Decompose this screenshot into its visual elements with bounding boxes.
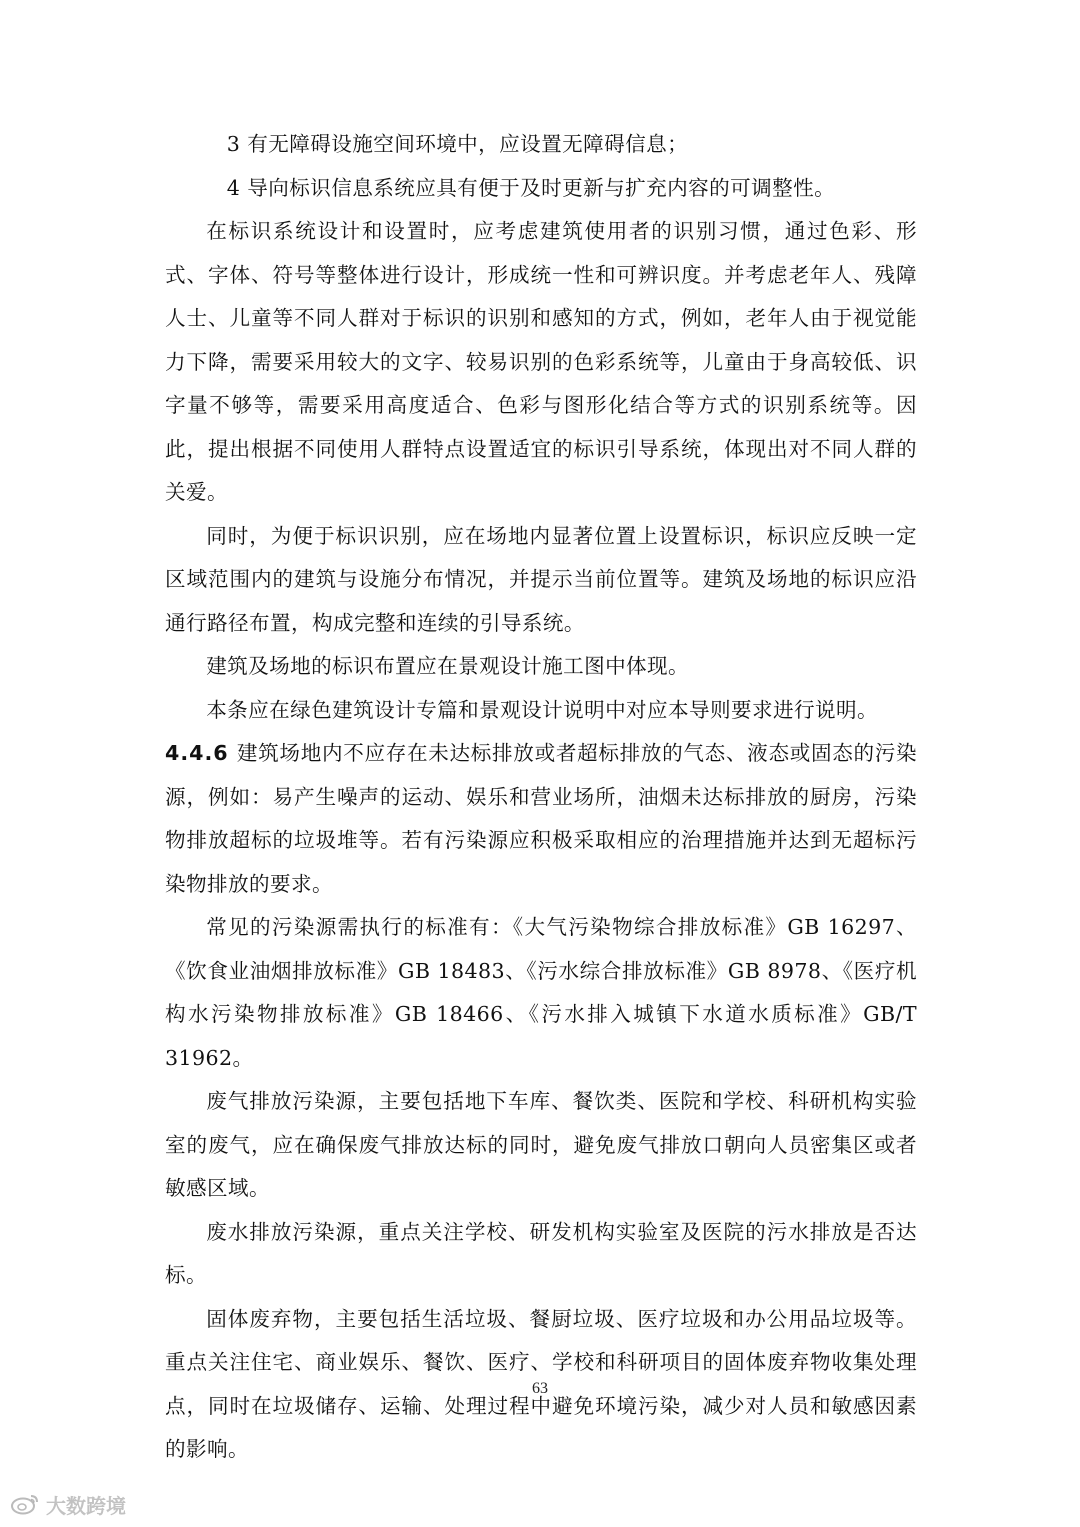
paragraph-signage-design: 在标识系统设计和设置时，应考虑建筑使用者的识别习惯，通过色彩、形式、字体、符号等整体进行设计，形成统一性和可辨识度。并考虑老年人、残障人士、儿童等不同人群对于标识的识别和感知的方式，例如，老年人由于视觉能力下降，需要采用较大的文字、较易识别的色彩系统等，儿童由于身高较低、识字量不够等，需要采用高度适合、色彩与图形化结合等方式的识别系统等。因此，提出根据不同使用人群特点设置适宜的标识引导系统，体现出对不同人群的关爱。: [165, 219, 917, 504]
clause-number: 4.4.6: [165, 741, 229, 765]
paragraph-waste-water: 废水排放污染源，重点关注学校、研发机构实验室及医院的污水排放是否达标。: [165, 1219, 917, 1287]
list-item-3: 3 有无障碍设施空间环境中，应设置无障碍信息；: [226, 132, 689, 156]
paragraph-design-notes: 本条应在绿色建筑设计专篇和景观设计说明中对应本导则要求进行说明。: [206, 697, 878, 722]
weibo-logo-icon: [10, 1493, 40, 1515]
clause-4-4-6: [165, 732, 917, 906]
page-number: 63: [532, 1380, 548, 1397]
paragraph-standards: 常见的污染源需执行的标准有：《大气污染物综合排放标准》GB 16297、《饮食业油烟排放标准》GB 18483、《污水综合排放标准》GB 8978、《医疗机构水污染物排放标准》GB 18466、《污水排入城镇下水道水质标准》GB/T 31962。: [165, 915, 917, 1070]
paragraph-solid-waste: 固体废弃物，主要包括生活垃圾、餐厨垃圾、医疗垃圾和办公用品垃圾等。重点关注住宅、商业娱乐、餐饮、医疗、学校和科研项目的固体废弃物收集处理点，同时在垃圾储存、运输、处理过程中避免环境污染，减少对人员和敏感因素的影响。: [165, 1306, 917, 1461]
document-body: [165, 123, 917, 1472]
list-item-4: 4 导向标识信息系统应具有便于及时更新与扩充内容的可调整性。: [226, 175, 836, 200]
paragraph-signage-drawings: 建筑及场地的标识布置应在景观设计施工图中体现。: [206, 654, 690, 678]
paragraph-exhaust-gas: 废气排放污染源，主要包括地下车库、餐饮类、医院和学校、科研机构实验室的废气，应在确保废气排放达标的同时，避免废气排放口朝向人员密集区或者敏感区域。: [165, 1089, 917, 1200]
watermark: [10, 1490, 126, 1518]
clause-text: 建筑场地内不应存在未达标排放或者超标排放的气态、液态或固态的污染源，例如：易产生噪声的运动、娱乐和营业场所，油烟未达标排放的厨房，污染物排放超标的垃圾堆等。若有污染源应积极采取相应的治理措施并达到无超标污染物排放的要求。: [165, 741, 917, 896]
paragraph-signage-placement: 同时，为便于标识识别，应在场地内显著位置上设置标识，标识应反映一定区域范围内的建筑与设施分布情况，并提示当前位置等。建筑及场地的标识应沿通行路径布置，构成完整和连续的引导系统。: [165, 523, 917, 635]
watermark-text: 大数跨境: [46, 1493, 126, 1518]
